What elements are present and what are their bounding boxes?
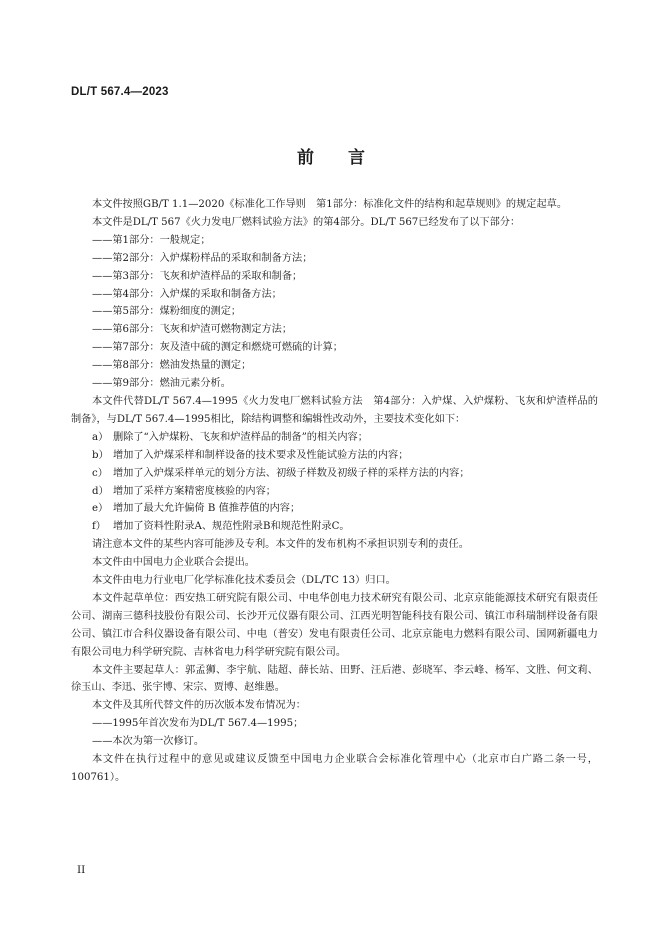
document-id: DL/T 567.4—2023: [71, 86, 169, 98]
page-number: II: [77, 864, 86, 876]
paragraph-patent-notice: 请注意本文件的某些内容可能涉及专利。本文件的发布机构不承担识别专利的责任。: [92, 539, 469, 551]
foreword-body: [71, 196, 598, 787]
item-marker: d）: [92, 485, 109, 497]
item-text: 增加了最大允许偏倚 B 值推荐值的内容；: [113, 503, 301, 515]
item-text: 增加了入炉煤采样单元的划分方法、初级子样数及初级子样的采样方法的内容；: [113, 467, 470, 479]
list-item: ——第1部分：一般规定；: [92, 234, 211, 246]
paragraph-series-intro: 本文件是DL/T 567《火力发电厂燃料试验方法》的第4部分。DL/T 567已经发布了以下部分：: [92, 216, 521, 228]
list-item: [71, 518, 598, 536]
changes-list: [71, 429, 598, 536]
item-marker: e）: [92, 503, 109, 515]
paragraph-under-jurisdiction: 本文件由电力行业电厂化学标准化技术委员会（DL/TC 13）归口。: [92, 575, 396, 587]
item-marker: f）: [92, 521, 106, 533]
list-item: ——第5部分：煤粉细度的测定；: [92, 306, 242, 318]
list-item: ——1995年首次发布为DL/T 567.4—1995；: [92, 718, 304, 730]
item-marker: a）: [92, 431, 109, 443]
item-marker: c）: [92, 467, 108, 479]
list-item: ——第2部分：入炉煤粉样品的采取和制备方法；: [92, 252, 313, 264]
paragraph-feedback: 本文件在执行过程中的意见或建议反馈至中国电力企业联合会标准化管理中心（北京市白广路二条一号，100761）。: [71, 754, 598, 783]
page-title: 前言: [297, 148, 399, 168]
item-text: 增加了入炉煤采样和制样设备的技术要求及性能试验方法的内容；: [113, 449, 409, 461]
list-item: ——第6部分：飞灰和炉渣可燃物测定方法；: [92, 324, 293, 336]
list-item: ——第3部分：飞灰和炉渣样品的采取和制备；: [92, 270, 303, 282]
item-text: 删除了“入炉煤粉、飞灰和炉渣样品的制备”的相关内容；: [113, 431, 368, 443]
list-item: [71, 483, 598, 501]
paragraph-drafters: 本文件主要起草人：郭孟狮、李宇航、陆超、薛长站、田野、汪后港、彭晓军、李云峰、杨军、文胜、何文莉、徐玉山、李迅、张宇博、宋宗、贾博、赵维愚。: [71, 664, 598, 694]
list-item: ——第4部分：入炉煤的采取和制备方法；: [92, 288, 282, 300]
list-item: [71, 429, 598, 447]
list-item: [71, 465, 598, 483]
parts-list: [71, 232, 598, 393]
list-item: ——本次为第一次修订。: [92, 736, 205, 748]
item-text: 增加了采样方案精密度核验的内容；: [113, 485, 276, 497]
paragraph-drafting-rules: 本文件按照GB/T 1.1—2020《标准化工作导则 第1部分：标准化文件的结构和起草规则》的规定起草。: [92, 199, 568, 210]
paragraph-replaces: 本文件代替DL/T 567.4—1995《火力发电厂燃料试验方法 第4部分：入炉煤、入炉煤粉、飞灰和炉渣样品的制备》，与DL/T 567.4—1995相比，除结构调整和编辑性改动外，主要技术变化如下：: [71, 395, 598, 425]
paragraph-drafting-units: 本文件起草单位：西安热工研究院有限公司、中电华创电力技术研究有限公司、北京京能能源技术研究有限责任公司、湖南三德科技股份有限公司、长沙开元仪器有限公司、江西光明智能科技有限公司、镇江市科瑞制样设备有限公司、镇江市合科仪器设备有限公司、中电（普安）发电有限责任公司、北京京能电力燃料有限公司、国网新疆电力有限公司电力科学研究院、吉林省电力科学研究院有限公司。: [71, 592, 598, 658]
item-text: 增加了资料性附录A、规范性附录B和规范性附录C。: [113, 521, 350, 533]
item-marker: b）: [92, 449, 109, 461]
list-item: ——第9部分：燃油元素分析。: [92, 378, 231, 390]
list-item: ——第8部分：燃油发热量的测定；: [92, 360, 252, 372]
list-item: [71, 500, 598, 518]
paragraph-proposed-by: 本文件由中国电力企业联合会提出。: [92, 557, 255, 569]
paragraph-history-intro: 本文件及其所代替文件的历次版本发布情况为：: [92, 700, 306, 712]
list-item: ——第7部分：灰及渣中硫的测定和燃烧可燃硫的计算；: [92, 342, 343, 354]
list-item: [71, 447, 598, 465]
history-list: [71, 715, 598, 751]
